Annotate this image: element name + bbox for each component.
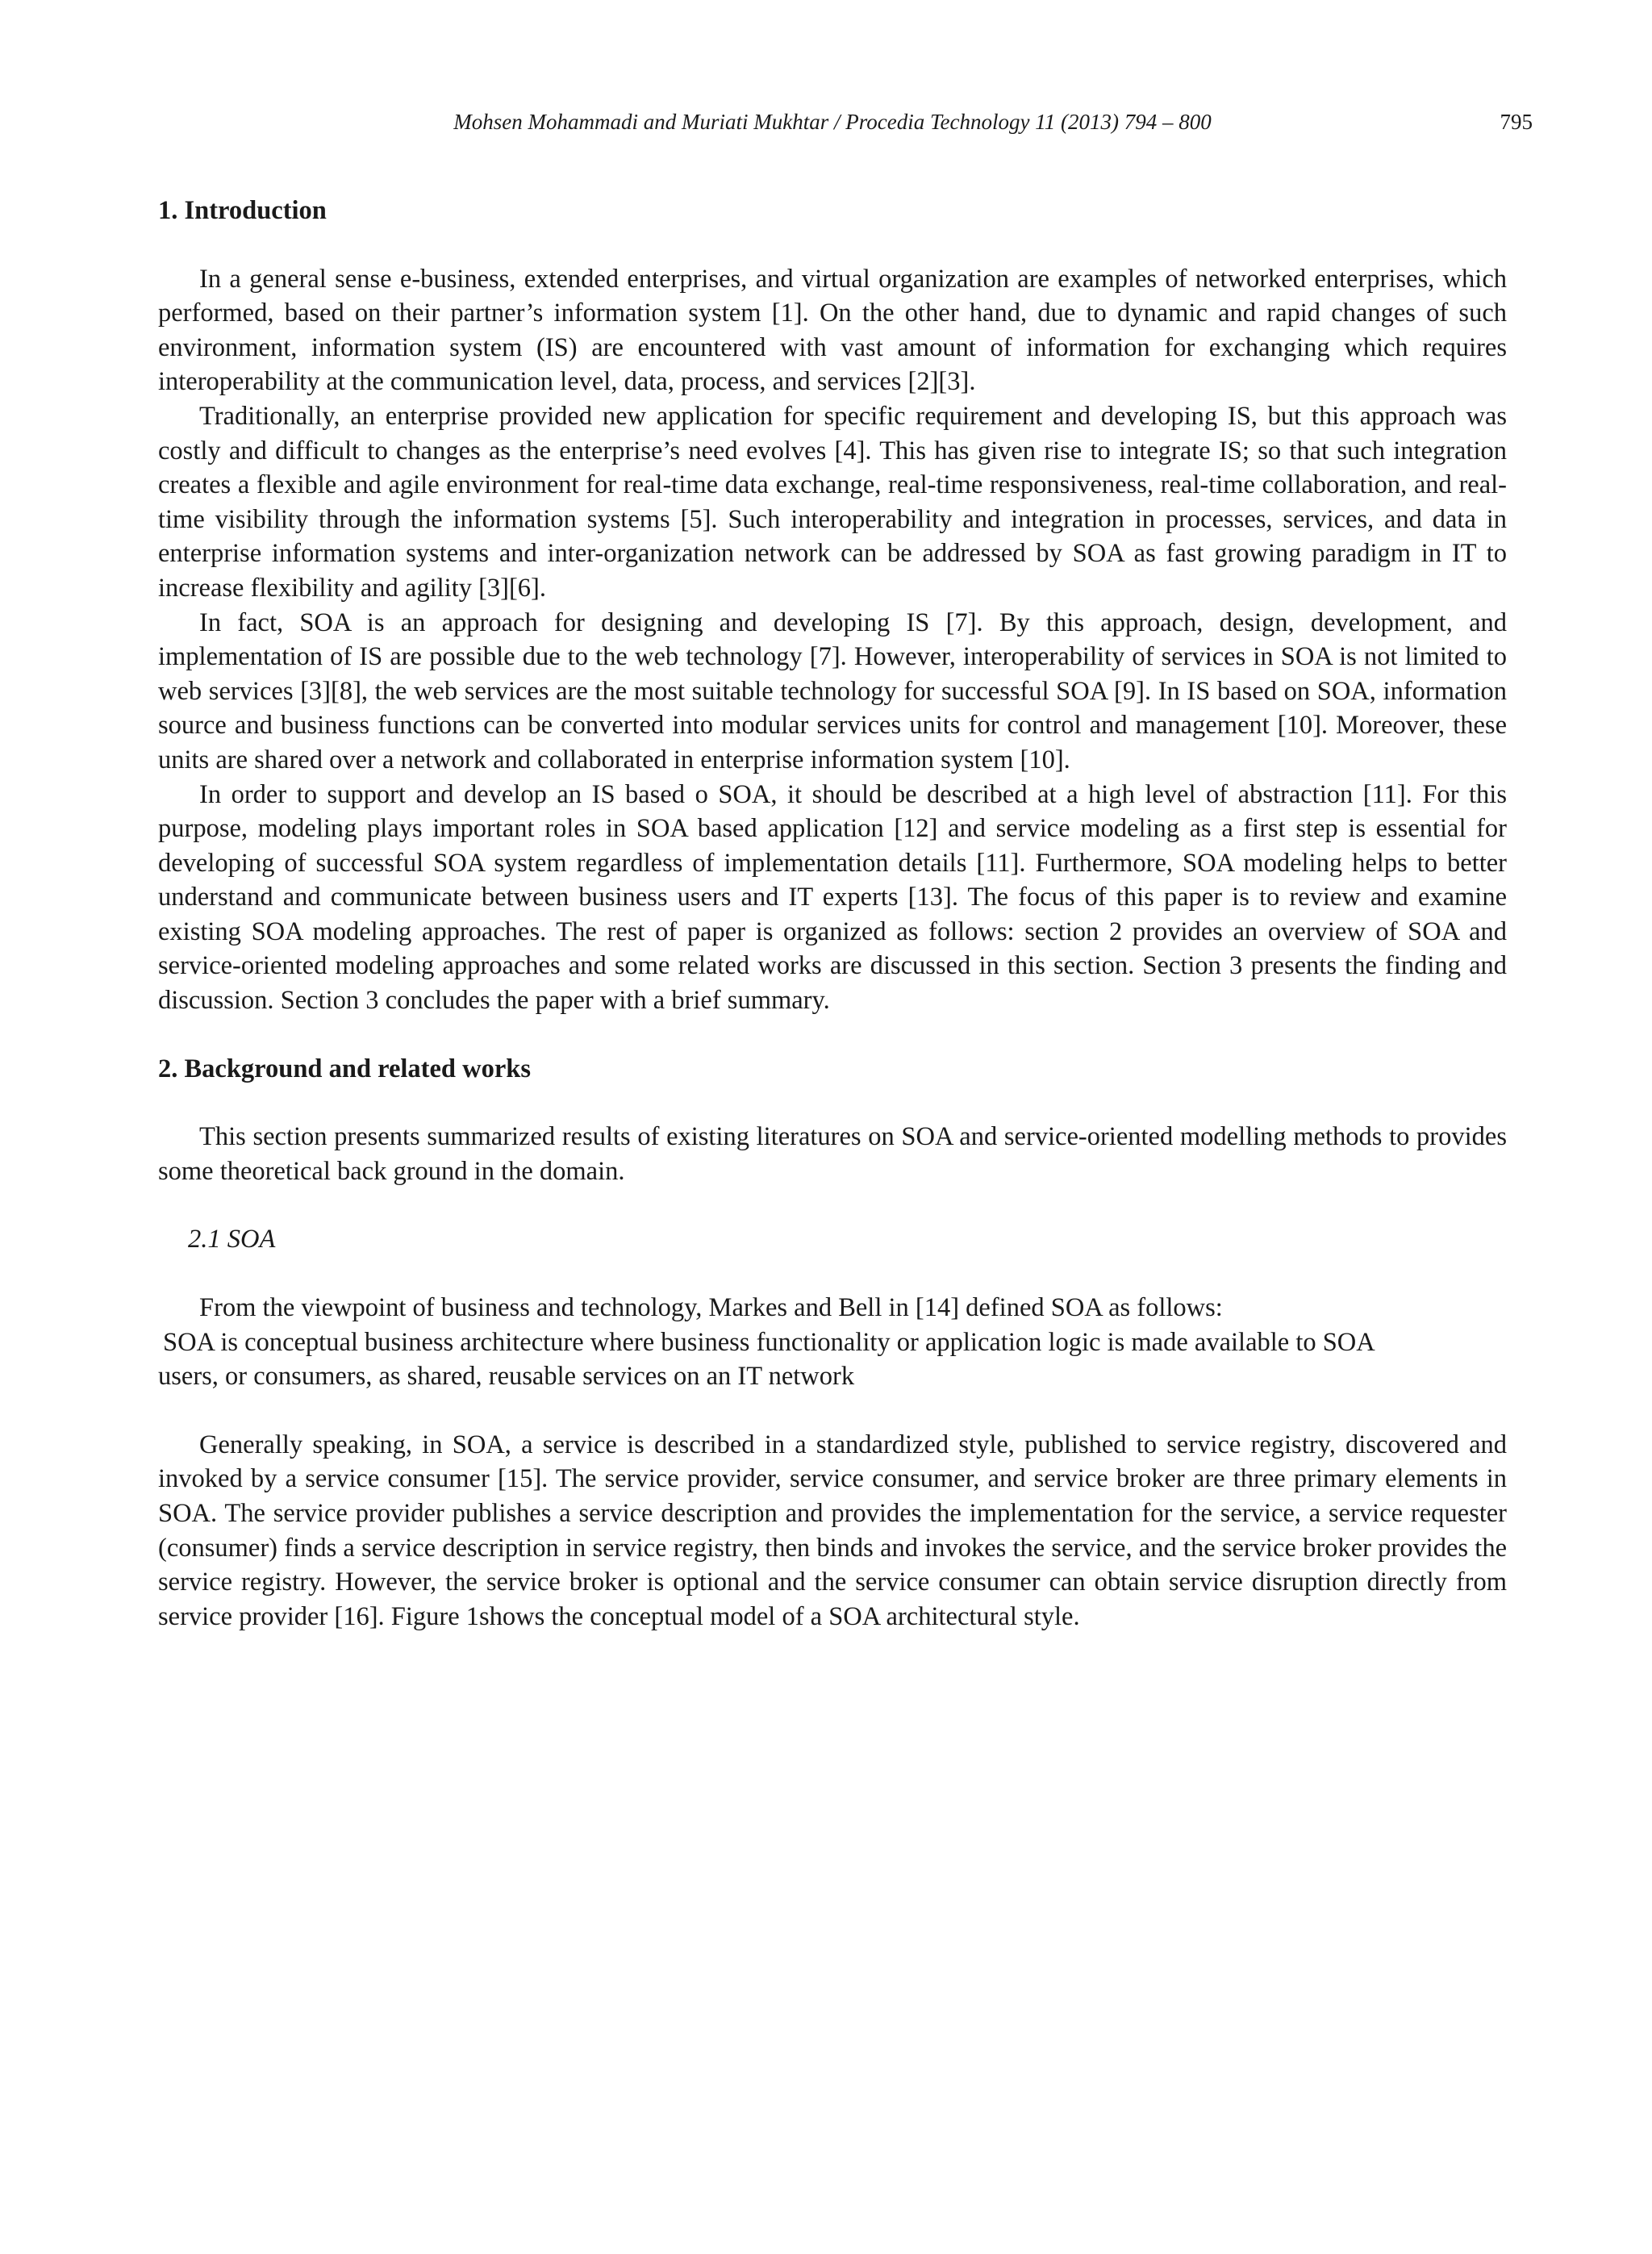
- soa-definition: [158, 1325, 1507, 1394]
- spacer: [158, 228, 1507, 262]
- spacer: [158, 1188, 1507, 1222]
- intro-paragraph-4: In order to support and develop an IS based o SOA, it should be described at a high level of abstraction [11]. For this purpose, modeling plays important roles in SOA based application [12] and service modeling as a first step is essential for developing of successful SOA system regardless of implementation details [11]. Furthermore, SOA modeling helps to better understand and communicate between business users and IT experts [13]. The focus of this paper is to review and examine existing SOA modeling approaches. The rest of paper is organized as follows: section 2 provides an overview of SOA and service-oriented modeling approaches and some related works are discussed in this section. Section 3 presents the finding and discussion. Section 3 concludes the paper with a brief summary.: [158, 779, 1507, 1016]
- background-paragraph: This section presents summarized results of existing literatures on SOA and service-oriented modelling methods to provides some theoretical back ground in the domain.: [158, 1122, 1507, 1186]
- body-content: [158, 187, 1507, 1634]
- journal-citation: Mohsen Mohammadi and Muriati Mukhtar / Procedia Technology 11 (2013) 794 – 800: [453, 110, 1212, 134]
- subsection-title-soa: 2.1 SOA: [188, 1225, 276, 1254]
- soa-definition-line-1: SOA is conceptual business architecture where business functionality or application logic is made available to SOA: [163, 1327, 1375, 1357]
- page-number: 795: [1500, 110, 1533, 134]
- soa-intro-paragraph: From the viewpoint of business and technology, Markes and Bell in [14] defined SOA as follows:: [199, 1293, 1223, 1323]
- intro-paragraph-3: In fact, SOA is an approach for designing and developing IS [7]. By this approach, design, development, and implementation of IS are possible due to the web technology [7]. However, interoperability of services in SOA is not limited to web services [3][8], the web services are the most suitable technology for successful SOA [9]. In IS based on SOA, information source and business functions can be converted into modular services units for control and management [10]. Moreover, these units are shared over a network and collaborated in enterprise information system [10].: [158, 607, 1507, 774]
- spacer: [158, 1257, 1507, 1291]
- spacer: [158, 1086, 1507, 1120]
- intro-paragraph-1: In a general sense e-business, extended enterprises, and virtual organization are examples of networked enterprises, which performed, based on their partner’s information system [1]. On the other hand, due to dynamic and rapid changes of such environment, information system (IS) are encountered with vast amount of information for exchanging which requires interoperability at the communication level, data, process, and services [2][3].: [158, 264, 1507, 397]
- spacer: [158, 1394, 1507, 1428]
- section-title-background: 2. Background and related works: [158, 1054, 531, 1083]
- soa-definition-line-2: users, or consumers, as shared, reusable services on an IT network: [158, 1362, 855, 1392]
- section-title-introduction: 1. Introduction: [158, 196, 327, 225]
- running-header: [158, 110, 1533, 142]
- soa-paragraph: Generally speaking, in SOA, a service is described in a standardized style, published to service registry, discovered and invoked by a service consumer [15]. The service provider, service consumer, and service broker are three primary elements in SOA. The service provider publishes a service description and provides the implementation for the service, a service requester (consumer) finds a service description in service registry, then binds and invokes the service, and the service broker provides the service registry. However, the service broker is optional and the service consumer can obtain service disruption directly from service provider [16]. Figure 1shows the conceptual model of a SOA architectural style.: [158, 1430, 1507, 1631]
- intro-paragraph-2: Traditionally, an enterprise provided new application for specific requirement and developing IS, but this approach was costly and difficult to changes as the enterprise’s need evolves [4]. This has given rise to integrate IS; so that such integration creates a flexible and agile environment for real-time data exchange, real-time responsiveness, real-time collaboration, and real-time visibility through the information systems [5]. Such interoperability and integration in processes, services, and data in enterprise information systems and inter-organization network can be addressed by SOA as fast growing paradigm in IT to increase flexibility and agility [3][6].: [158, 401, 1507, 603]
